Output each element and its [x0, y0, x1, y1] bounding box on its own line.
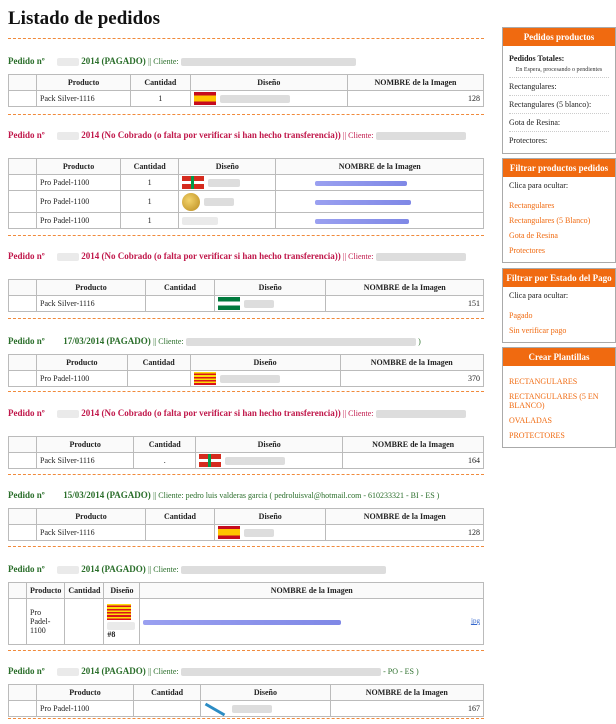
order-items-table: Producto Cantidad Diseño NOMBRE de la Imagen Pro Padel-1100 370: [8, 354, 484, 387]
order-6: Pedido nº 15/03/2014 (PAGADO) || Cliente: pedro luis valderas garcia ( pedroluisval@hotmail.com - 610233321 - BI - ES ) Producto Cantidad Diseño NOMBRE de la Imagen Pack Silver-1116 128: [8, 488, 484, 541]
order-items-table: [8, 74, 484, 107]
order-status: 2014 (PAGADO): [81, 666, 146, 676]
order-items-table: Producto Cantidad Diseño NOMBRE de la Imagen Pack Silver-1116 128: [8, 508, 484, 541]
order-7: Pedido nº 2014 (PAGADO) || Cliente: Producto Cantidad Diseño NOMBRE de la Imagen Pro Padel-1100 #8 jpg: [8, 562, 484, 645]
table-row: Pack Silver-1116 128: [9, 525, 484, 541]
separator: [8, 718, 484, 719]
col-cantidad: Cantidad: [131, 75, 191, 91]
spain-flag-icon: [194, 92, 216, 105]
order-status: 2014 (PAGADO): [81, 56, 146, 66]
order-status: 2014 (No Cobrado (o falta por verificar si han hecho transferencia)): [81, 251, 341, 261]
filter-pagado[interactable]: Pagado: [509, 311, 533, 320]
separator: [8, 474, 484, 475]
order-items-table: Producto Cantidad Diseño NOMBRE de la Imagen Pack Silver-1116 151: [8, 279, 484, 312]
crear-plantillas-box: Crear Plantillas RECTANGULARES RECTANGULARES (5 EN BLANCO) OVALADAS PROTECTORES: [502, 347, 616, 448]
order-4: Pedido nº 17/03/2014 (PAGADO) || Cliente: ) Producto Cantidad Diseño NOMBRE de la Imagen Pro Padel-1100 370: [8, 334, 484, 387]
table-row: Pro Padel-1100 #8 jpg: [9, 599, 484, 645]
separator: [8, 391, 484, 392]
basque-flag-icon: [182, 176, 204, 189]
order-status: 2014 (No Cobrado (o falta por verificar si han hecho transferencia)): [81, 408, 341, 418]
order-2: Pedido nº 2014 (No Cobrado (o falta por verificar si han hecho transferencia)) || Cliente: Producto Cantidad Diseño NOMBRE de la Imagen Pro Padel-1100 1 Pro Padel-1100 1 Pro Padel-1100 1: [8, 128, 484, 229]
filter-protectores[interactable]: Protectores: [509, 246, 545, 255]
table-row: Pack Silver-1116 1 128: [9, 91, 484, 107]
page-title: Listado de pedidos: [8, 8, 161, 29]
table-row: Pro Padel-1100 1: [9, 175, 484, 191]
order-items-table: Producto Cantidad Diseño NOMBRE de la Imagen Pro Padel-1100 #8 jpg: [8, 582, 484, 645]
basque-flag-icon: [199, 454, 221, 467]
filter-sin-verificar-pago[interactable]: Sin verificar pago: [509, 326, 567, 335]
order-1: Pedido nº 2014 (PAGADO) || Cliente: Producto Cantidad Diseño NOMBRE de la Imagen Pack Silver-1116 1 128: [8, 54, 484, 107]
filtrar-productos-box: Filtrar productos pedidos Clica para ocultar: Rectangulares Rectangulares (5 Blanco) Gota de Resina Protectores: [502, 158, 616, 263]
order-status: 2014 (PAGADO): [81, 564, 146, 574]
catalonia-flag-icon: [107, 604, 131, 620]
table-row: Pro Padel-1100 370: [9, 371, 484, 387]
andalusia-flag-icon: [218, 297, 240, 310]
table-row: Pack Silver-1116 151: [9, 296, 484, 312]
order-3: Pedido nº 2014 (No Cobrado (o falta por verificar si han hecho transferencia)) || Cliente: Producto Cantidad Diseño NOMBRE de la Imagen Pack Silver-1116 151: [8, 249, 484, 312]
plantilla-rectangulares-5-blanco[interactable]: RECTANGULARES (5 EN BLANCO): [509, 392, 599, 410]
order-items-table: Producto Cantidad Diseño NOMBRE de la Imagen Pack Silver-1116 . 164: [8, 436, 484, 469]
order-items-table: Producto Cantidad Diseño NOMBRE de la Imagen Pro Padel-1100 167: [8, 684, 484, 717]
filter-rectangulares[interactable]: Rectangulares: [509, 201, 555, 210]
separator: [8, 546, 484, 547]
plantilla-rectangulares[interactable]: RECTANGULARES: [509, 377, 578, 386]
order-5: Pedido nº 2014 (No Cobrado (o falta por verificar si han hecho transferencia)) || Cliente: Producto Cantidad Diseño NOMBRE de la Imagen Pack Silver-1116 . 164: [8, 406, 484, 469]
col-nombre: NOMBRE de la Imagen: [348, 75, 484, 91]
table-row: Pro Padel-1100 1: [9, 191, 484, 213]
order-status: 15/03/2014 (PAGADO): [63, 490, 151, 500]
separator: [8, 318, 484, 319]
table-row: Pro Padel-1100 167: [9, 701, 484, 717]
table-row: Pro Padel-1100 1: [9, 213, 484, 229]
order-status: 2014 (No Cobrado (o falta por verificar si han hecho transferencia)): [81, 130, 341, 140]
racket-design-icon: [205, 702, 226, 716]
client-info: pedro luis valderas garcia ( pedroluisval@hotmail.com - 610233321 - BI - ES ): [185, 491, 440, 500]
table-row: Pack Silver-1116 . 164: [9, 453, 484, 469]
catalonia-flag-icon: [194, 372, 216, 385]
image-link[interactable]: jpg: [471, 617, 480, 625]
filter-rectangulares-5-blanco[interactable]: Rectangulares (5 Blanco): [509, 216, 591, 225]
order-items-table: Producto Cantidad Diseño NOMBRE de la Imagen Pro Padel-1100 1 Pro Padel-1100 1 Pro Padel-1100 1: [8, 158, 484, 229]
filter-gota-de-resina[interactable]: Gota de Resina: [509, 231, 558, 240]
separator: [8, 650, 484, 651]
plantilla-ovaladas[interactable]: OVALADAS: [509, 416, 552, 425]
box-title: Pedidos productos: [503, 28, 615, 46]
separator: [8, 235, 484, 236]
col-producto: Producto: [37, 75, 131, 91]
order-status: 17/03/2014 (PAGADO): [63, 336, 151, 346]
separator: [8, 38, 484, 39]
order-number-label: Pedido nº: [8, 56, 45, 66]
order-8: Pedido nº 2014 (PAGADO) || Cliente: - PO - ES ) Producto Cantidad Diseño NOMBRE de la Imagen Pro Padel-1100 167: [8, 664, 484, 717]
client-label: Cliente:: [153, 57, 179, 66]
plantilla-protectores[interactable]: PROTECTORES: [509, 431, 565, 440]
pedidos-productos-box: Pedidos productos Pedidos Totales: En Espera, procesando o pendientes Rectangulares: Rectangulares (5 blanco): Gota de Resina: Protectores:: [502, 27, 616, 154]
coin-design-icon: [182, 193, 200, 211]
col-diseno: Diseño: [190, 75, 347, 91]
separator: [8, 114, 484, 115]
filtrar-estado-box: Filtrar por Estado del Pago Clica para ocultar: Pagado Sin verificar pago: [502, 268, 616, 343]
spain-flag-icon: [218, 526, 240, 539]
